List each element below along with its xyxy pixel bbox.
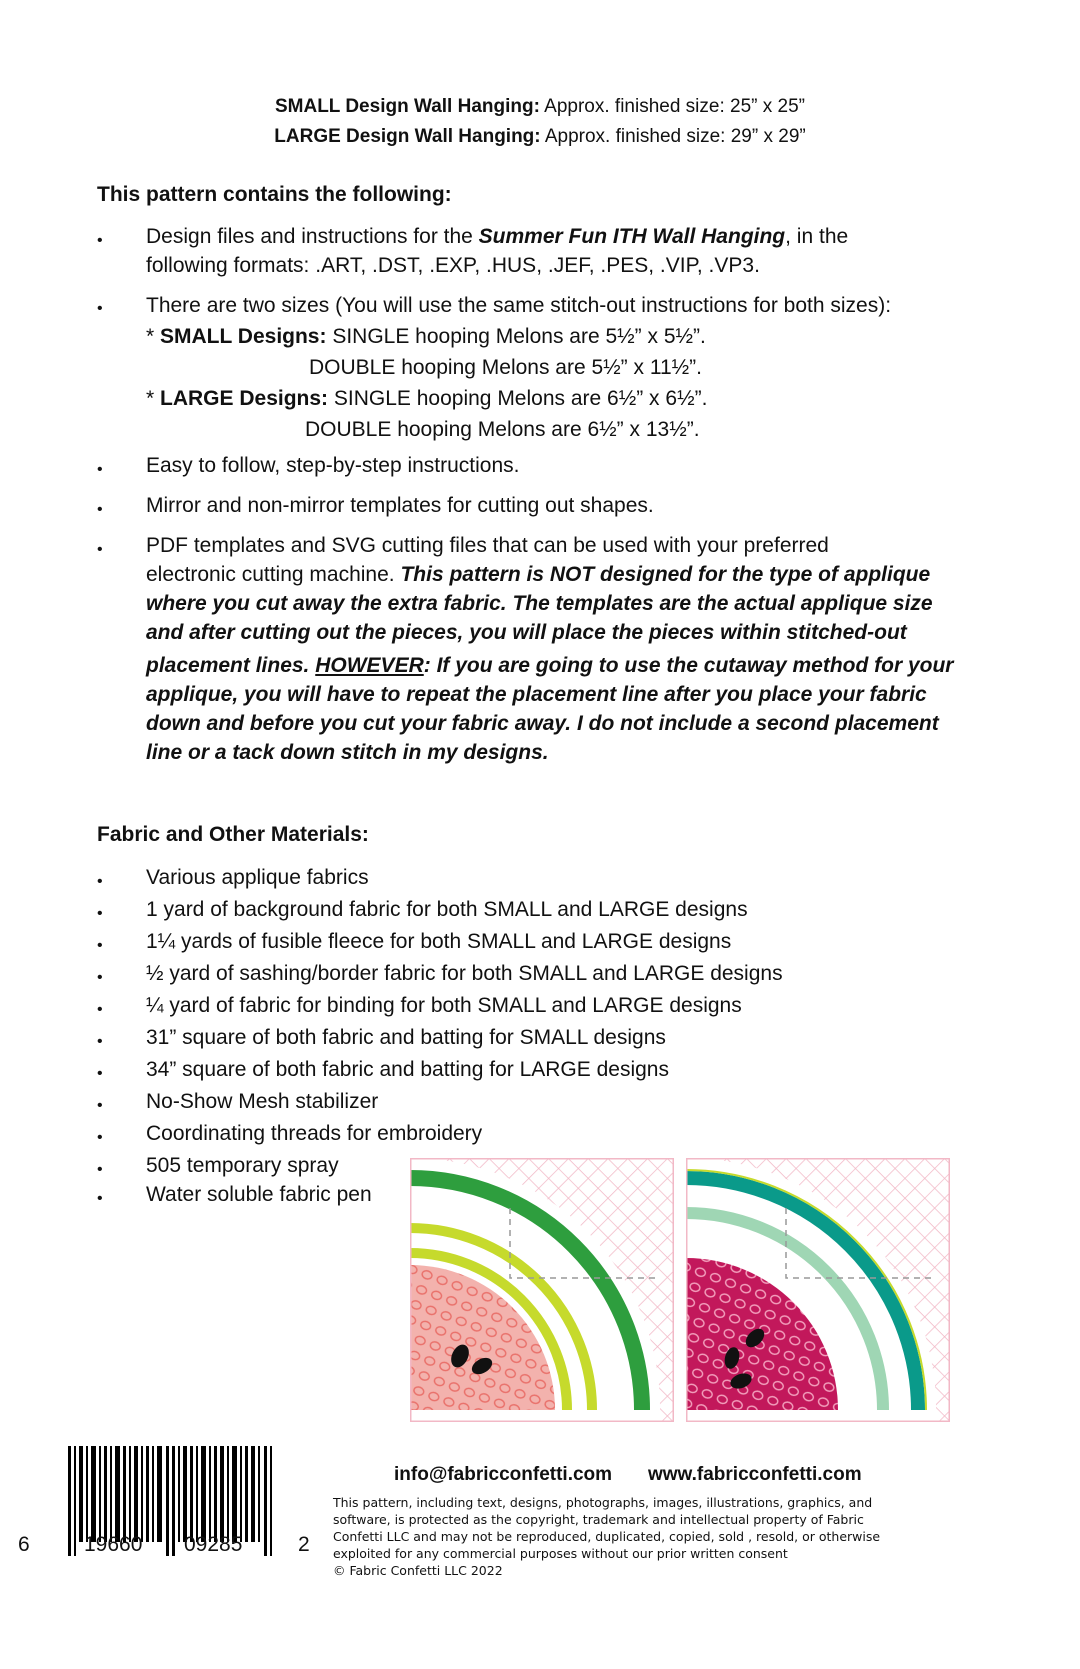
materials-item: No-Show Mesh stabilizer — [146, 1090, 379, 1113]
bullet: • — [97, 1190, 103, 1207]
materials-item: 1 yard of background fabric for both SMALL and LARGE designs — [146, 898, 748, 921]
materials-item: Various applique fabrics — [146, 866, 369, 889]
materials-item: 34” square of both fabric and batting for LARGE designs — [146, 1058, 669, 1081]
large-size-line: LARGE Design Wall Hanging: Approx. finished size: 29” x 29” — [274, 126, 806, 147]
materials-item: Water soluble fabric pen — [146, 1183, 372, 1206]
materials-item: Coordinating threads for embroidery — [146, 1122, 483, 1145]
bullet: • — [97, 873, 103, 890]
bullet: • — [97, 1001, 103, 1018]
contents-item-sizes: There are two sizes (You will use the same stitch-out instructions for both sizes): * SMALL Designs: SINGLE hooping Melons are 5½” x 5½”. DOUBLE hooping Melons are 5½” x 11½”. * LARGE Designs: SINGLE hooping Melons are 6½” x 6½”. DOUBLE hooping Melons are 6½” x 13½”. — [146, 294, 892, 441]
watermelon-blocks-image — [410, 1158, 950, 1424]
small-size-line: SMALL Design Wall Hanging: Approx. finished size: 25” x 25” — [274, 96, 806, 117]
materials-item: 1¼ yards of fusible fleece for both SMALL and LARGE designs — [146, 930, 732, 953]
bullet: • — [97, 1033, 103, 1050]
bullet: • — [97, 541, 103, 558]
bullet: • — [97, 1097, 103, 1114]
materials-heading: Fabric and Other Materials: — [97, 823, 369, 846]
website-url: www.fabricconfetti.com — [648, 1464, 862, 1485]
materials-item: ¼ yard of fabric for binding for both SMALL and LARGE designs — [146, 994, 742, 1017]
barcode — [38, 1446, 324, 1558]
barcode-digit-last: 2 — [298, 1533, 310, 1556]
materials-item: 31” square of both fabric and batting for SMALL designs — [146, 1026, 666, 1049]
small-melon-block — [410, 1158, 674, 1422]
contents-item-instructions: Easy to follow, step-by-step instructions. — [146, 454, 520, 477]
barcode-digit-first: 6 — [18, 1533, 30, 1556]
bullet: • — [97, 300, 103, 317]
large-melon-block — [686, 1158, 950, 1422]
contents-item-pdf-svg: PDF templates and SVG cutting files that can be used with your preferred electronic cutting machine. This pattern is NOT designed for the type of applique where you cut away the extra fabric. The templates are the actual applique size and after cutting out the pieces, you will place the pieces within stitched-out placement lines. HOWEVER: If you are going to use the cutaway method for your applique, you will have to repeat the placement line after you place your fabric down and before you cut your fabric away. I do not include a second placement line or a tack down stitch in my designs. — [146, 534, 954, 764]
bullet: • — [97, 232, 103, 249]
bullet: • — [97, 1161, 103, 1178]
contents-heading: This pattern contains the following: — [97, 183, 452, 206]
contents-item-formats: Design files and instructions for the Summer Fun ITH Wall Hanging, in the following formats: .ART, .DST, .EXP, .HUS, .JEF, .PES, .VIP, .VP3. — [146, 225, 849, 277]
bullet: • — [97, 501, 103, 518]
contents-item-templates: Mirror and non-mirror templates for cutting out shapes. — [146, 494, 654, 517]
bullet: • — [97, 905, 103, 922]
bullet: • — [97, 937, 103, 954]
materials-item: 505 temporary spray — [146, 1154, 339, 1177]
barcode-group-right: 09285 — [184, 1533, 243, 1556]
finished-sizes — [0, 92, 1080, 152]
bullet: • — [97, 1065, 103, 1082]
bullet: • — [97, 969, 103, 986]
bullet: • — [97, 461, 103, 478]
copyright-notice: This pattern, including text, designs, photographs, images, illustrations, graphics, and software, is protected as the copyright, trademark and intellectual property of Fabric Confetti LLC and may not be reproduced, duplicated, copied, sold , resold, or otherwise exploited for any commercial purposes without our prior written consent © Fabric Confetti LLC 2022 — [333, 1495, 881, 1578]
contact-email: info@fabricconfetti.com — [394, 1464, 613, 1485]
materials-item: ½ yard of sashing/border fabric for both SMALL and LARGE designs — [146, 962, 783, 985]
barcode-group-left: 19660 — [84, 1533, 143, 1556]
bullet: • — [97, 1129, 103, 1146]
